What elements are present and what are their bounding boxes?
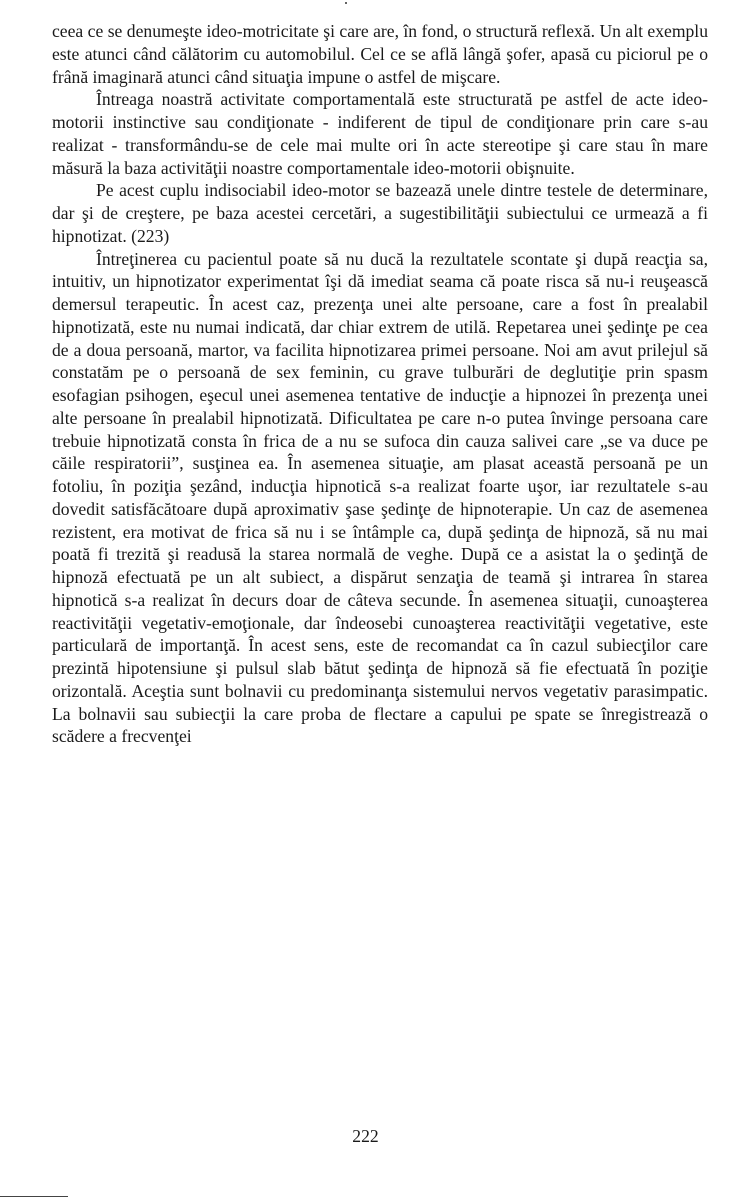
paragraph-3: Pe acest cuplu indisociabil ideo-motor se bazează unele dintre testele de determinare, dar şi de creştere, pe baza acestei cercetări, a sugestibilităţii subiectului ce urmează a fi hipnotizat. (223) (52, 180, 708, 246)
scan-speck (345, 2, 347, 4)
paragraph-2: Întreaga noastră activitate comportamentală este structurată pe astfel de acte ideo-motorii instinctive sau condiţionate - indiferent de tipul de condiţionare prin care s-au realizat - transformându-se de cele mai multe ori în acte stereotipe şi care stau în mare măsură la baza activităţii noastre comportamentale ideo-motorii obişnuite. (52, 89, 708, 178)
page-body (52, 20, 708, 748)
paragraph-4: Întreţinerea cu pacientul poate să nu ducă la rezultatele scontate şi după reacţia sa, intuitiv, un hipnotizator experimentat îşi dă imediat seama că poate risca să nu-i reuşească demersul terapeutic. În acest caz, prezenţa unei alte persoane, care a fost în prealabil hipnotizată, este nu numai indicată, dar chiar extrem de utilă. Repetarea unei şedinţe pe cea de a doua persoană, martor, va facilita hipnotizarea primei persoane. Noi am avut prilejul să constatăm pe o persoană de sex feminin, cu grave tulburări de deglutiţie prin spasm esofagian psihogen, eşecul unei asemenea tentative de inducţie a hipnozei în prezenţa unei alte persoane în prealabil hipnotizată. Dificultatea pe care n-o putea învinge persoana care trebuie hipnotizată consta în frica de a nu se sufoca din cauza salivei care „se va duce pe căile respiratorii”, susţinea ea. În asemenea situaţie, am plasat această persoană pe un fotoliu, în poziţia şezând, inducţia hipnotică s-a realizat foarte uşor, iar rezultatele s-au dovedit satisfăcătoare după aproximativ şase şedinţe de hipnoterapie. Un caz de asemenea rezistent, era motivat de frica să nu i se întâmple ca, după şedinţa de hipnoză, să nu mai poată fi trezită şi readusă la starea normală de veghe. După ce a asistat la o şedinţă de hipnoză efectuată pe un alt subiect, a dispărut senzaţia de teamă şi intrarea în starea hipnotică s-a realizat în decurs doar de câteva secunde. În asemenea situaţii, cunoaşterea reactivităţii vegetativ-emoţionale, dar îndeosebi cunoaşterea reactivităţii vegetative, este particulară de importanţă. În acest sens, este de recomandat ca în cazul subiecţilor care prezintă hipotensiune şi pulsul slab bătut şedinţa de hipnoză să fie efectuată în poziţie orizontală. Aceştia sunt bolnavii cu predominanţa sistemului nervos vegetativ parasimpatic. La bolnavii sau subiecţii la care proba de flectare a capului pe spate se înregistrează o scădere a frecvenţei (52, 248, 708, 747)
paragraph-1: ceea ce se denumeşte ideo-motricitate şi care are, în fond, o structură reflexă. Un alt exemplu este atunci când călătorim cu automobilul. Cel ce se află lângă şofer, apasă cu piciorul pe o frână imaginară atunci când situaţia impune o astfel de mişcare. (52, 21, 708, 87)
footer-rule (0, 1196, 68, 1197)
page-number: 222 (352, 1126, 379, 1146)
